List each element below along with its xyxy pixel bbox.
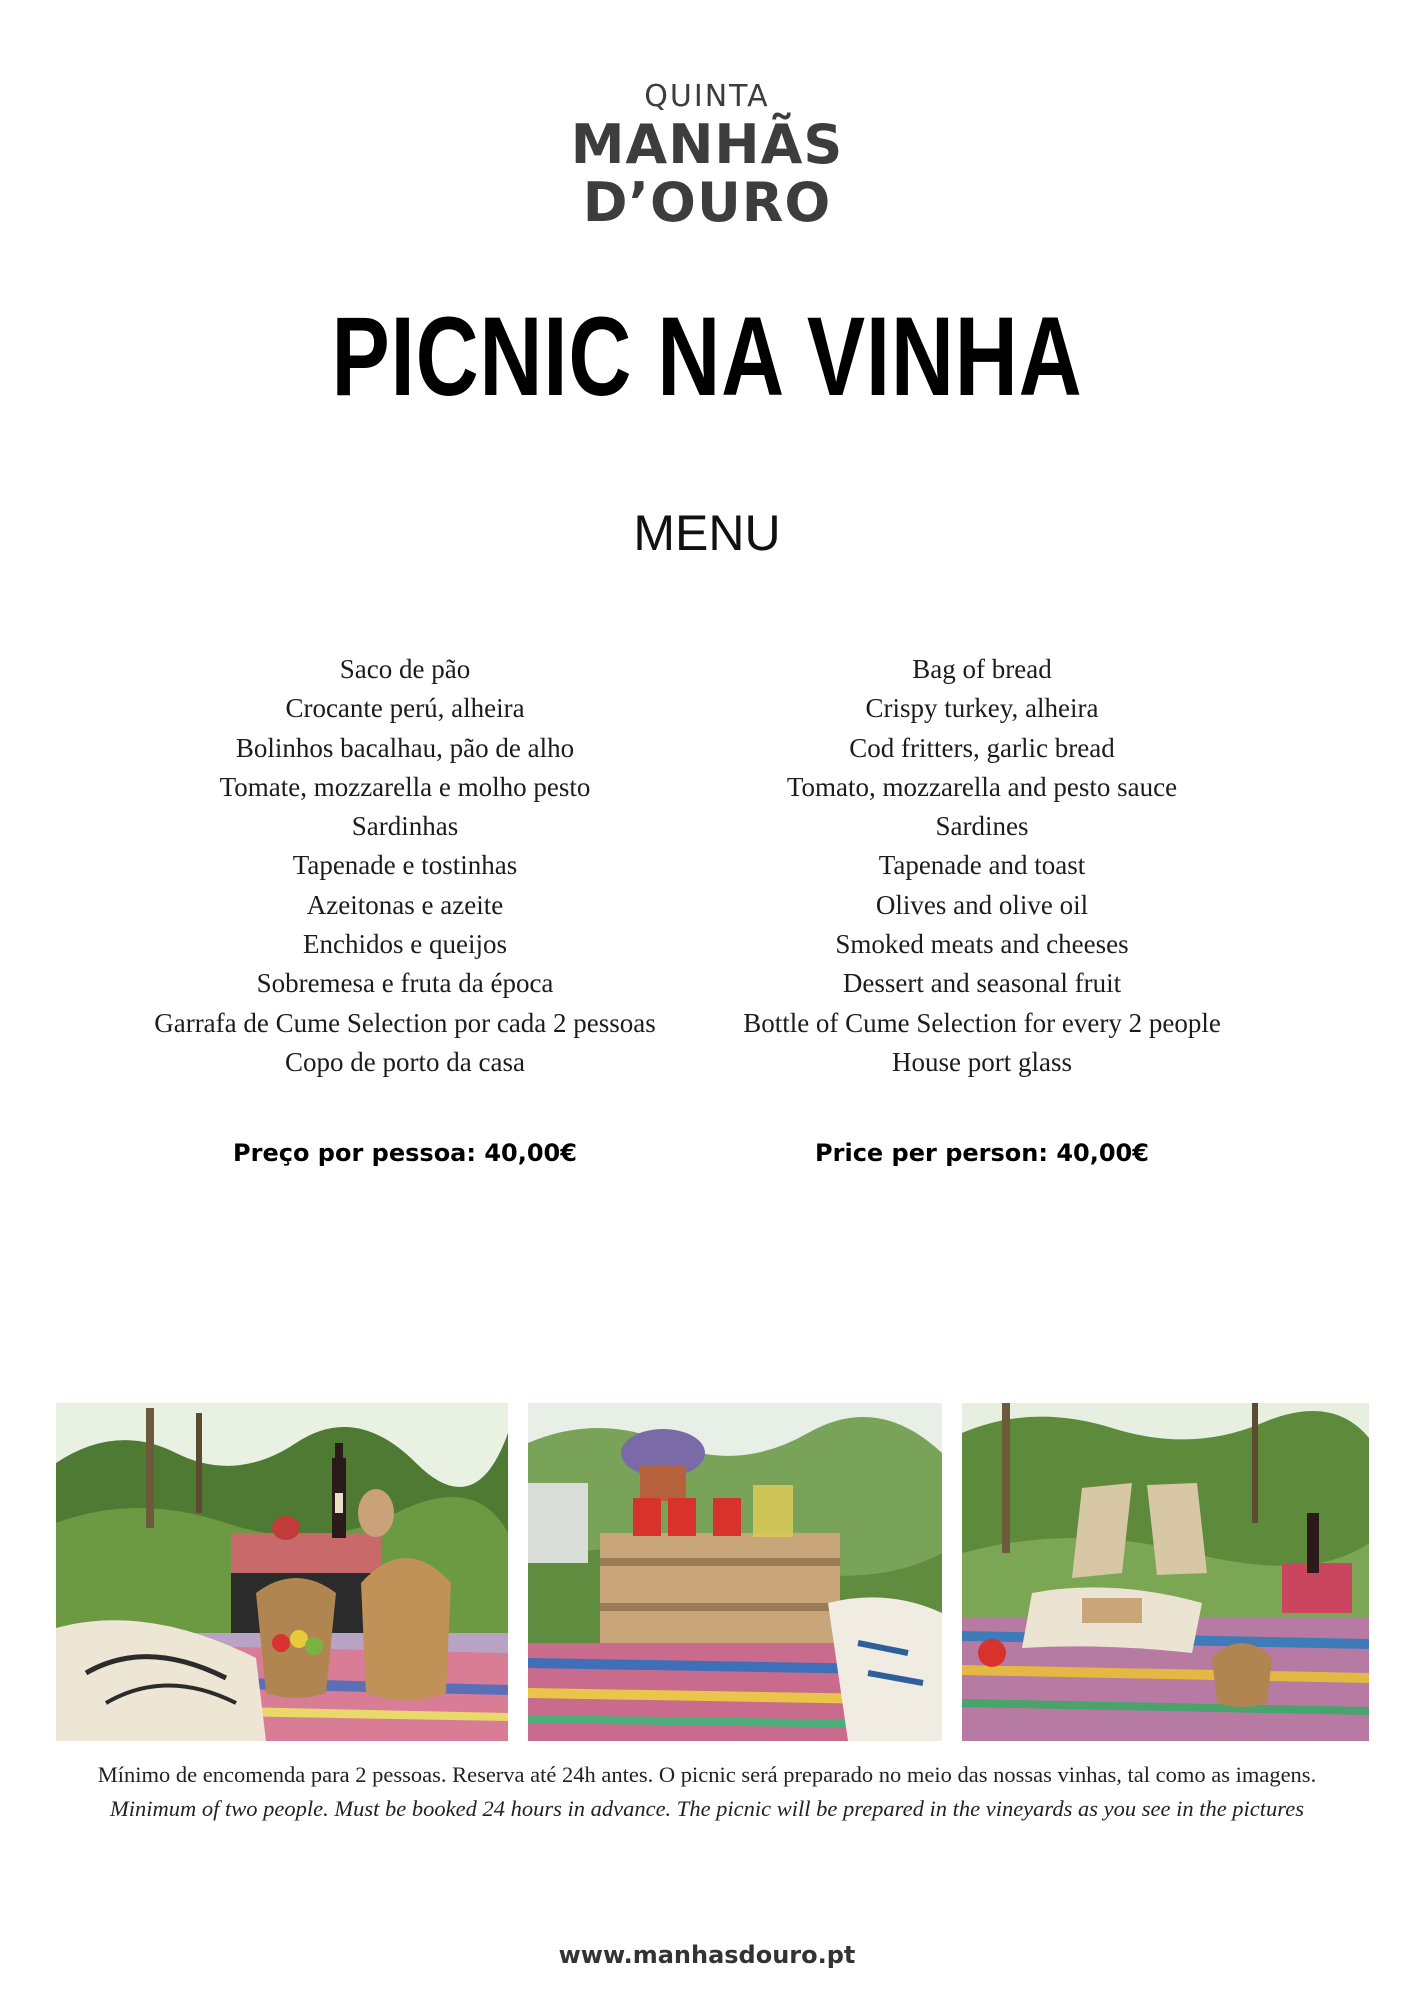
picnic-photo-chairs <box>962 1403 1369 1741</box>
menu-item-pt: Sardinhas <box>351 811 459 842</box>
website-link[interactable]: www.manhasdouro.pt <box>558 1941 856 1969</box>
menu-item-en: Dessert and seasonal fruit <box>842 968 1122 999</box>
booking-note <box>60 1758 1354 1826</box>
brand-logo <box>0 78 1414 232</box>
menu-item-en: Crispy turkey, alheira <box>865 693 1099 724</box>
menu-column-english <box>682 650 1282 1082</box>
menu-item-pt: Saco de pão <box>339 654 471 684</box>
page-title: PICNIC NA VINHA <box>331 294 1083 419</box>
menu-item-en: Tomato, mozzarella and pesto sauce <box>786 771 1178 802</box>
menu-item-pt: Sobremesa e fruta da época <box>256 968 554 999</box>
booking-note-english: Minimum of two people. Must be booked 24 hours in advance. The picnic will be prepared in the vineyards as you see in the pictures <box>110 1796 1304 1821</box>
menu-item-pt: Tomate, mozzarella e molho pesto <box>219 771 591 802</box>
menu-item-en: Cod fritters, garlic bread <box>849 732 1115 763</box>
menu-item-pt: Azeitonas e azeite <box>306 889 504 920</box>
booking-note-portuguese: Mínimo de encomenda para 2 pessoas. Reserva até 24h antes. O picnic será preparado no meio das nossas vinhas, tal como as imagens. <box>97 1762 1317 1787</box>
price-english: Price per person: 40,00€ <box>815 1139 1149 1167</box>
menu-item-pt: Tapenade e tostinhas <box>292 850 518 881</box>
picnic-photo-basket <box>56 1403 508 1741</box>
menu-item-en: Sardines <box>935 811 1029 842</box>
menu-item-en: Olives and olive oil <box>875 889 1089 920</box>
menu-item-en: Bottle of Cume Selection for every 2 people <box>743 1007 1221 1038</box>
menu-item-pt: Garrafa de Cume Selection por cada 2 pessoas <box>154 1007 656 1038</box>
menu-item-en: Bag of bread <box>912 654 1052 684</box>
logo-line-douro: D’OURO <box>582 171 832 234</box>
logo-line-quinta: QUINTA <box>644 79 770 114</box>
menu-item-en: House port glass <box>892 1046 1072 1077</box>
logo-line-manhas: MANHÃS <box>570 113 844 176</box>
menu-item-pt: Bolinhos bacalhau, pão de alho <box>235 732 575 763</box>
menu-item-en: Tapenade and toast <box>878 850 1086 881</box>
menu-item-pt: Crocante perú, alheira <box>285 693 525 724</box>
menu-item-pt: Enchidos e queijos <box>303 929 507 960</box>
menu-heading: MENU <box>633 505 781 561</box>
menu-column-portuguese <box>100 650 710 1082</box>
menu-item-en: Smoked meats and cheeses <box>835 929 1129 960</box>
price-portuguese: Preço por pessoa: 40,00€ <box>233 1139 577 1167</box>
picnic-photo-crate <box>528 1403 942 1741</box>
menu-item-pt: Copo de porto da casa <box>285 1046 525 1077</box>
